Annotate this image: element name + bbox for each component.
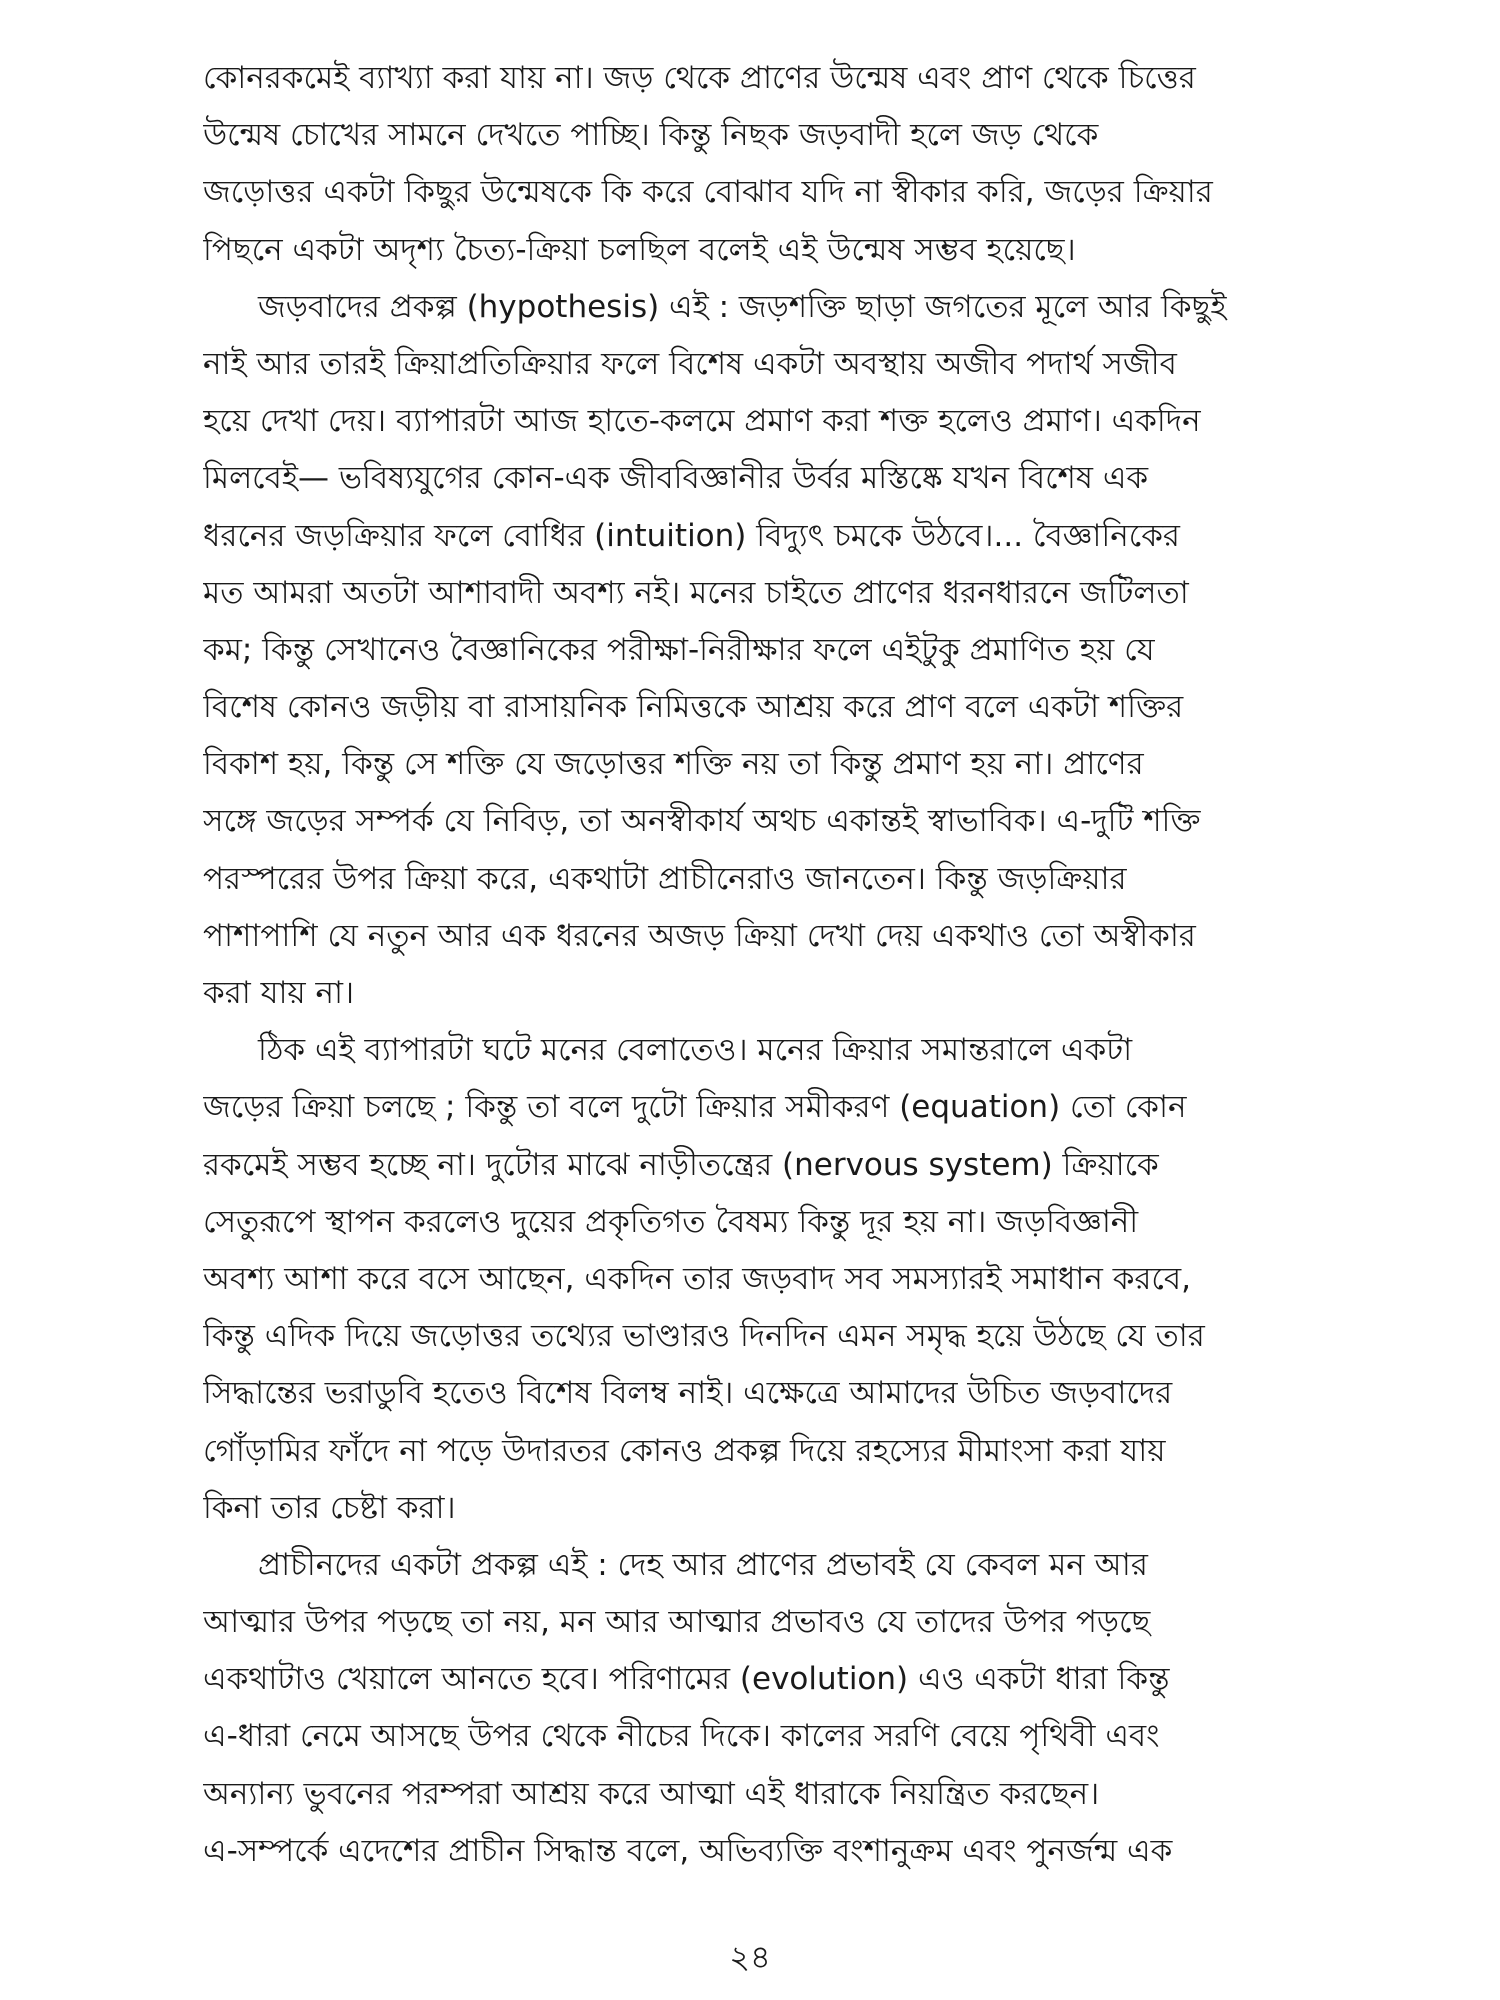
text-line: এ-সম্পর্কে এদেশের প্রাচীন সিদ্ধান্ত বলে, অভিব্যক্তি বংশানুক্রম এবং পুনর্জন্ম এক [203, 1832, 1173, 1869]
text-line: গোঁড়ামির ফাঁদে না পড়ে উদারতর কোনও প্রকল্প দিয়ে রহস্যের মীমাংসা করা যায় [203, 1432, 1166, 1469]
paragraph-start-line: জড়বাদের প্রকল্প (hypothesis) এই : জড়শক্তি ছাড়া জগতের মূলে আর কিছুই [258, 288, 1227, 325]
text-line: নাই আর তারই ক্রিয়াপ্রতিক্রিয়ার ফলে বিশেষ একটা অবস্থায় অজীব পদার্থ সজীব [203, 345, 1177, 382]
text-line: বিকাশ হয়, কিন্তু সে শক্তি যে জড়োত্তর শক্তি নয় তা কিন্তু প্রমাণ হয় না। প্রাণের [203, 746, 1144, 783]
text-line: জড়োত্তর একটা কিছুর উন্মেষকে কি করে বোঝাব যদি না স্বীকার করি, জড়ের ক্রিয়ার [203, 174, 1213, 211]
paragraph-start-line: প্রাচীনদের একটা প্রকল্প এই : দেহ আর প্রাণের প্রভাবই যে কেবল মন আর [258, 1546, 1148, 1583]
text-line: মিলবেই— ভবিষ্যযুগের কোন-এক জীববিজ্ঞানীর উর্বর মস্তিষ্কে যখন বিশেষ এক [203, 460, 1149, 497]
text-line: উন্মেষ চোখের সামনে দেখতে পাচ্ছি। কিন্তু নিছক জড়বাদী হলে জড় থেকে [203, 117, 1099, 154]
text-line: পিছনে একটা অদৃশ্য চৈত্য-ক্রিয়া চলছিল বলেই এই উন্মেষ সম্ভব হয়েছে। [203, 231, 1076, 268]
text-line: কিনা তার চেষ্টা করা। [203, 1489, 456, 1526]
text-line: আত্মার উপর পড়ছে তা নয়, মন আর আত্মার প্রভাবও যে তাদের উপর পড়ছে [203, 1604, 1151, 1641]
text-line: পাশাপাশি যে নতুন আর এক ধরনের অজড় ক্রিয়া দেখা দেয় একথাও তো অস্বীকার [203, 917, 1196, 954]
text-line: পরস্পরের উপর ক্রিয়া করে, একথাটা প্রাচীনেরাও জানতেন। কিন্তু জড়ক্রিয়ার [203, 860, 1127, 897]
text-line: এ-ধারা নেমে আসছে উপর থেকে নীচের দিকে। কালের সরণি বেয়ে পৃথিবী এবং [203, 1718, 1160, 1755]
paragraph-start-line: ঠিক এই ব্যাপারটা ঘটে মনের বেলাতেও। মনের ক্রিয়ার সমান্তরালে একটা [258, 1032, 1133, 1069]
text-line: কিন্তু এদিক দিয়ে জড়োত্তর তথ্যের ভাণ্ডারও দিনদিন এমন সমৃদ্ধ হয়ে উঠছে যে তার [203, 1318, 1205, 1355]
page-number: ২৪ [729, 1938, 771, 1976]
text-line: করা যায় না। [203, 975, 355, 1011]
text-line: সেতুরূপে স্থাপন করলেও দুয়ের প্রকৃতিগত বৈষম্য কিন্তু দূর হয় না। জড়বিজ্ঞানী [203, 1203, 1139, 1240]
text-line: অন্যান্য ভুবনের পরম্পরা আশ্রয় করে আত্মা এই ধারাকে নিয়ন্ত্রিত করছেন। [203, 1775, 1100, 1812]
text-line: কম; কিন্তু সেখানেও বৈজ্ঞানিকের পরীক্ষা-নিরীক্ষার ফলে এইটুকু প্রমাণিত হয় যে [203, 631, 1155, 668]
text-line: ধরনের জড়ক্রিয়ার ফলে বোধির (intuition) বিদ্যুৎ চমকে উঠবে।... বৈজ্ঞানিকের [203, 517, 1180, 554]
text-line: বিশেষ কোনও জড়ীয় বা রাসায়নিক নিমিত্তকে আশ্রয় করে প্রাণ বলে একটা শক্তির [203, 689, 1184, 726]
text-line: অবশ্য আশা করে বসে আছেন, একদিন তার জড়বাদ সব সমস্যারই সমাধান করবে, [203, 1260, 1191, 1297]
text-line: মত আমরা অতটা আশাবাদী অবশ্য নই। মনের চাইতে প্রাণের ধরনধারনে জটিলতা [203, 574, 1189, 611]
body-text [203, 50, 1320, 1880]
text-line: হয়ে দেখা দেয়। ব্যাপারটা আজ হাতে-কলমে প্রমাণ করা শক্ত হলেও প্রমাণ। একদিন [203, 403, 1201, 440]
text-line: সঙ্গে জড়ের সম্পর্ক যে নিবিড়, তা অনস্বীকার্য অথচ একান্তই স্বাভাবিক। এ-দুটি শক্তি [203, 803, 1201, 840]
text-line: কোনরকমেই ব্যাখ্যা করা যায় না। জড় থেকে প্রাণের উন্মেষ এবং প্রাণ থেকে চিত্তের [203, 60, 1196, 96]
text-line: জড়ের ক্রিয়া চলছে ; কিন্তু তা বলে দুটো ক্রিয়ার সমীকরণ (equation) তো কোন [203, 1089, 1187, 1126]
text-line: রকমেই সম্ভব হচ্ছে না। দুটোর মাঝে নাড়ীতন্ত্রের (nervous system) ক্রিয়াকে [203, 1146, 1159, 1183]
text-line: সিদ্ধান্তের ভরাডুবি হতেও বিশেষ বিলম্ব নাই। এক্ষেত্রে আমাদের উচিত জড়বাদের [203, 1375, 1173, 1412]
text-line: একথাটাও খেয়ালে আনতে হবে। পরিণামের (evolution) এও একটা ধারা কিন্তু [203, 1661, 1170, 1698]
